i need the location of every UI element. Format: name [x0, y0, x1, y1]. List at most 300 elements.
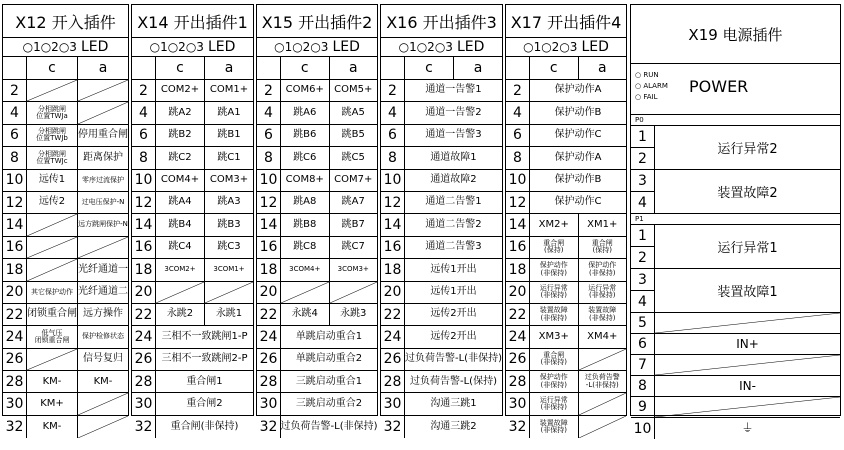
terminal-c: COM6+ — [281, 80, 330, 101]
terminal-number: 32 — [506, 416, 530, 438]
terminal-row — [3, 416, 128, 438]
terminal-a: 保护动作 (非保持) — [588, 261, 617, 277]
terminal-row — [506, 192, 626, 214]
terminal-row — [132, 170, 253, 192]
terminal-number: 4 — [381, 102, 405, 123]
terminal-a: 远方操作 — [83, 308, 123, 320]
terminal-number: 8 — [3, 147, 27, 168]
terminal-row — [257, 214, 377, 236]
terminal-row — [381, 326, 502, 348]
terminal-row — [381, 192, 502, 214]
terminal-number: 28 — [3, 371, 27, 392]
power-row — [631, 397, 840, 418]
terminal-row — [3, 282, 128, 304]
terminal-c — [27, 349, 78, 370]
terminal-row — [257, 170, 377, 192]
pin-number: 4 — [638, 194, 647, 211]
terminal-a: 过电压保护-N — [81, 197, 125, 206]
terminal-a — [78, 393, 128, 414]
terminal-number: 28 — [257, 371, 281, 392]
terminal-c: KM- — [27, 371, 78, 392]
terminal-row — [381, 282, 502, 304]
terminal-c: 分相跳闸 位置TWJc — [27, 147, 78, 168]
terminal-number: 16 — [132, 237, 156, 258]
power-block-4 — [631, 269, 840, 313]
header-c: c — [530, 57, 579, 79]
terminal-c: 分相跳闸 位置TWJb — [27, 125, 78, 146]
terminal-row — [3, 80, 128, 102]
terminal-number: 8 — [132, 147, 156, 168]
terminal-a: 跳B7 — [341, 218, 365, 230]
header-a: a — [473, 59, 483, 76]
terminal-a: 跳A5 — [341, 106, 365, 118]
terminal-a: 远方跳闸保护-N — [78, 220, 128, 229]
terminal-number: 8 — [506, 147, 530, 168]
terminal-c: 跳A4 — [156, 192, 205, 213]
terminal-row — [132, 259, 253, 281]
column-header — [132, 57, 253, 80]
terminal-a: KM- — [93, 375, 113, 387]
terminal-row — [381, 371, 502, 393]
terminal-row — [257, 371, 377, 393]
led-label: LED — [456, 39, 485, 55]
terminal-c: 跳B8 — [281, 214, 330, 235]
terminal-c: XM2+ — [530, 214, 579, 235]
terminal-row — [381, 80, 502, 102]
terminal-row — [257, 393, 377, 415]
terminal-c: 跳C8 — [281, 237, 330, 258]
header-a: a — [348, 59, 358, 76]
terminal-c: 保护动作 (非保持) — [530, 259, 579, 280]
terminal-row — [132, 80, 253, 102]
panel-title: X15 开出插件2 — [257, 5, 377, 38]
terminal-a: 跳B1 — [217, 129, 241, 141]
terminal-label: 重合闸2 — [186, 397, 223, 409]
terminal-row — [506, 80, 626, 102]
terminal-a — [579, 416, 627, 438]
terminal-a: XM1+ — [587, 218, 618, 230]
terminal-label: 三相不一致跳闸2-P — [161, 353, 248, 365]
terminal-row — [3, 393, 128, 415]
terminal-c: 装置故障 (非保持) — [530, 304, 579, 325]
power-row — [631, 376, 840, 397]
terminal-number: 30 — [3, 393, 27, 414]
panel-title: X16 开出插件3 — [381, 5, 502, 38]
terminal-a: 过负荷告警 -L(非保持) — [584, 373, 620, 389]
power-block-2 — [631, 170, 840, 214]
led-indicators: ○1○2○3 — [398, 40, 453, 54]
terminal-number: 18 — [381, 259, 405, 280]
terminal-row — [506, 282, 626, 304]
terminal-row — [381, 102, 502, 124]
terminal-number: 26 — [3, 349, 27, 370]
header-num-cell — [257, 57, 281, 79]
terminal-number: 24 — [506, 326, 530, 347]
led-label: LED — [80, 39, 109, 55]
terminal-number: 30 — [257, 393, 281, 414]
header-num-cell — [506, 57, 530, 79]
terminal-number: 2 — [506, 80, 530, 101]
terminal-a: 跳C5 — [341, 151, 365, 163]
power-pin-label: IN+ — [736, 336, 759, 351]
pin-number: 2 — [638, 150, 647, 167]
terminal-number: 22 — [3, 304, 27, 325]
terminal-number: 32 — [257, 416, 281, 438]
terminal-label: 保护动作A — [554, 151, 602, 163]
alarm-lamp: ○ ALARM — [635, 82, 668, 90]
terminal-number: 14 — [3, 214, 27, 235]
terminal-a: 3COM1+ — [213, 265, 245, 274]
terminal-c — [27, 80, 78, 101]
terminal-a: 跳B3 — [217, 218, 241, 230]
terminal-row — [381, 147, 502, 169]
terminal-c: 3COM2+ — [156, 259, 205, 280]
terminal-row — [257, 304, 377, 326]
terminal-label: 通道一告警1 — [425, 84, 482, 96]
power-label: POWER — [689, 77, 749, 96]
power-pin-number: 9 — [631, 397, 655, 417]
terminal-row — [257, 282, 377, 304]
terminal-panel-p16 — [380, 4, 503, 436]
terminal-row — [3, 237, 128, 259]
terminal-number: 26 — [257, 349, 281, 370]
led-label: LED — [207, 39, 236, 55]
power-pin-label: IN- — [739, 378, 756, 393]
terminal-c — [156, 282, 205, 303]
terminal-row — [381, 416, 502, 438]
terminal-a: 永跳1 — [215, 308, 243, 320]
terminal-row — [3, 349, 128, 371]
terminal-number: 28 — [506, 371, 530, 392]
terminal-label: 通道一告警2 — [425, 106, 482, 118]
terminal-a: COM3+ — [209, 174, 249, 185]
terminal-c: 跳C2 — [156, 147, 205, 168]
terminal-a — [78, 237, 128, 258]
terminal-row — [506, 371, 626, 393]
terminal-row — [506, 237, 626, 259]
terminal-row — [506, 259, 626, 281]
terminal-a: 保护检修状态 — [82, 332, 124, 341]
terminal-number: 22 — [257, 304, 281, 325]
terminal-number: 24 — [3, 326, 27, 347]
terminal-row — [132, 304, 253, 326]
terminal-a: 永跳3 — [340, 308, 367, 320]
terminal-c: 远传2 — [27, 192, 78, 213]
terminal-number: 26 — [381, 349, 405, 370]
terminal-c: 其它保护动作 — [27, 282, 78, 303]
terminal-c — [27, 259, 78, 280]
terminal-panel-p15 — [256, 4, 378, 436]
terminal-row — [132, 326, 253, 348]
terminal-row — [132, 282, 253, 304]
terminal-row — [381, 170, 502, 192]
terminal-row — [381, 304, 502, 326]
terminal-a: 光纤通道一 — [78, 263, 128, 275]
p1-label: P1 — [631, 214, 840, 225]
terminal-number: 4 — [506, 102, 530, 123]
terminal-row — [257, 102, 377, 124]
terminal-row — [506, 102, 626, 124]
power-pin-number: 6 — [631, 334, 655, 354]
power-pin-number: 10 — [631, 418, 655, 439]
header-a: a — [224, 59, 234, 76]
led-label: LED — [581, 39, 609, 55]
terminal-a: 跳C1 — [217, 151, 241, 163]
power-pin-label — [655, 397, 840, 417]
power-pin-number: 5 — [631, 313, 655, 333]
terminal-row — [257, 125, 377, 147]
terminal-number: 6 — [381, 125, 405, 146]
terminal-row — [132, 237, 253, 259]
terminal-number: 18 — [506, 259, 530, 280]
terminal-row — [381, 214, 502, 236]
terminal-c: KM- — [27, 416, 78, 438]
power-pin-label — [655, 355, 840, 375]
pin-number: 1 — [631, 126, 654, 148]
pin-number: 1 — [631, 225, 654, 247]
terminal-label: 通道一告警3 — [425, 129, 482, 141]
header-a: a — [597, 59, 607, 76]
terminal-label: 单跳启动重合2 — [295, 353, 363, 365]
terminal-a: 距离保护 — [83, 151, 123, 163]
terminal-number: 8 — [257, 147, 281, 168]
terminal-c: 闭锁重合闸 — [27, 304, 78, 325]
terminal-label: 单跳启动重合1 — [295, 330, 363, 342]
power-row — [631, 355, 840, 376]
terminal-row — [257, 80, 377, 102]
terminal-number: 6 — [506, 125, 530, 146]
terminal-row — [381, 237, 502, 259]
terminal-number: 22 — [381, 304, 405, 325]
indicator-lamps — [635, 70, 668, 103]
terminal-label: 通道二告警3 — [425, 241, 482, 253]
terminal-c: 分相跳闸 位置TWJa — [27, 102, 78, 123]
terminal-a: 光纤通道二 — [78, 285, 128, 297]
terminal-row — [132, 214, 253, 236]
power-block-label: 装置故障2 — [717, 186, 778, 201]
terminal-number: 24 — [257, 326, 281, 347]
terminal-label: 三跳启动重合1 — [295, 375, 363, 387]
terminal-number: 28 — [381, 371, 405, 392]
terminal-c: 跳A2 — [156, 102, 205, 123]
terminal-number: 12 — [257, 192, 281, 213]
terminal-number: 16 — [381, 237, 405, 258]
terminal-number: 2 — [3, 80, 27, 101]
pin-number: 3 — [631, 269, 654, 291]
terminal-c: 远传1 — [27, 170, 78, 191]
terminal-a: 跳B5 — [341, 129, 365, 141]
header-c: c — [281, 57, 330, 79]
terminal-row — [506, 393, 626, 415]
terminal-c: 运行异常 (非保持) — [530, 282, 579, 303]
terminal-label: 重合闸(非保持) — [170, 420, 239, 432]
column-header — [3, 57, 128, 80]
terminal-number: 16 — [506, 237, 530, 258]
panel-title: X12 开入插件 — [3, 5, 128, 38]
terminal-c: 跳B4 — [156, 214, 205, 235]
terminal-number: 4 — [132, 102, 156, 123]
terminal-number: 14 — [132, 214, 156, 235]
terminal-number: 32 — [132, 416, 156, 438]
terminal-label: 保护动作B — [554, 174, 602, 185]
terminal-number: 28 — [132, 371, 156, 392]
terminal-c: 运行异常 (非保持) — [530, 393, 579, 414]
terminal-c — [27, 237, 78, 258]
terminal-label: 保护动作C — [554, 129, 602, 141]
terminal-number: 30 — [506, 393, 530, 414]
terminal-row — [132, 371, 253, 393]
terminal-row — [132, 349, 253, 371]
terminal-a: COM1+ — [209, 84, 249, 96]
terminal-c: COM8+ — [281, 170, 330, 191]
terminal-number: 24 — [132, 326, 156, 347]
terminal-label: 沟通三跳1 — [430, 397, 477, 409]
terminal-row — [3, 170, 128, 192]
terminal-label: 过负荷告警-L(非保持) — [281, 420, 377, 432]
terminal-row — [3, 102, 128, 124]
header-c: c — [27, 57, 78, 79]
led-row — [3, 38, 128, 57]
terminal-a: COM5+ — [334, 84, 373, 96]
terminal-a — [205, 282, 253, 303]
terminal-panel-p14 — [131, 4, 254, 436]
led-row — [381, 38, 502, 57]
terminal-number: 18 — [3, 259, 27, 280]
terminal-number: 8 — [381, 147, 405, 168]
terminal-c: 保护动作 (非保持) — [530, 371, 579, 392]
terminal-number: 14 — [506, 214, 530, 235]
terminal-a: 跳C7 — [341, 241, 365, 253]
terminal-number: 20 — [257, 282, 281, 303]
terminal-c: 重合闸 (保持) — [530, 237, 579, 258]
pin-number: 3 — [631, 170, 654, 192]
terminal-a — [579, 349, 627, 370]
power-row — [631, 334, 840, 355]
terminal-c: 永跳4 — [281, 304, 330, 325]
terminal-a: 零序过流保护 — [82, 175, 124, 184]
terminal-a — [579, 393, 627, 414]
terminal-row — [506, 125, 626, 147]
power-title: X19 电源插件 — [631, 5, 840, 64]
power-block-label: 装置故障1 — [717, 285, 778, 300]
terminal-number: 18 — [132, 259, 156, 280]
header-a: a — [98, 59, 108, 76]
terminal-row — [3, 125, 128, 147]
header-num-cell — [381, 57, 405, 79]
terminal-number: 6 — [257, 125, 281, 146]
terminal-c: 跳B2 — [156, 125, 205, 146]
power-block-3 — [631, 225, 840, 269]
terminal-label: 沟通三跳2 — [430, 420, 477, 432]
column-header — [381, 57, 502, 80]
column-header — [257, 57, 377, 80]
terminal-number: 4 — [257, 102, 281, 123]
terminal-a: 跳C3 — [217, 241, 241, 253]
terminal-c: 跳B6 — [281, 125, 330, 146]
terminal-row — [257, 259, 377, 281]
terminal-row — [257, 416, 377, 438]
terminal-c: 3COM4+ — [281, 259, 330, 280]
terminal-number: 22 — [506, 304, 530, 325]
terminal-c: COM4+ — [156, 170, 205, 191]
terminal-number: 2 — [257, 80, 281, 101]
led-indicators: ○1○2○3 — [22, 40, 77, 54]
terminal-c: 跳C6 — [281, 147, 330, 168]
terminal-panel-p17 — [505, 4, 627, 436]
terminal-row — [381, 125, 502, 147]
terminal-row — [132, 393, 253, 415]
terminal-number: 2 — [381, 80, 405, 101]
terminal-number: 16 — [257, 237, 281, 258]
terminal-row — [3, 147, 128, 169]
power-block-1 — [631, 126, 840, 170]
terminal-c: 跳A8 — [281, 192, 330, 213]
terminal-number: 22 — [132, 304, 156, 325]
terminal-row — [257, 349, 377, 371]
terminal-panel-p12 — [2, 4, 129, 436]
terminal-a — [330, 282, 378, 303]
terminal-c: 永跳2 — [156, 304, 205, 325]
terminal-label: 通道二告警1 — [425, 196, 482, 208]
column-header — [506, 57, 626, 80]
led-row — [132, 38, 253, 57]
terminal-label: 三相不一致跳闸1-P — [161, 330, 248, 342]
terminal-label: 通道二告警2 — [425, 218, 482, 230]
power-pin-number: 7 — [631, 355, 655, 375]
terminal-a: 信号复归 — [83, 353, 123, 365]
terminal-c: XM3+ — [530, 326, 579, 347]
panel-title: X17 开出插件4 — [506, 5, 626, 38]
terminal-number: 20 — [381, 282, 405, 303]
terminal-row — [3, 259, 128, 281]
power-plugin-panel — [630, 4, 841, 437]
terminal-a: 跳A1 — [217, 106, 241, 118]
terminal-row — [257, 147, 377, 169]
led-indicators: ○1○2○3 — [149, 40, 204, 54]
terminal-c: 装置故障 (非保持) — [530, 416, 579, 438]
terminal-label: 远传1开出 — [430, 285, 477, 297]
terminal-number: 10 — [506, 170, 530, 191]
terminal-number: 6 — [3, 125, 27, 146]
terminal-a: 重合闸 (保持) — [591, 239, 613, 255]
panel-title: X14 开出插件1 — [132, 5, 253, 38]
terminal-row — [257, 326, 377, 348]
terminal-label: 过负荷告警-L(保持) — [410, 375, 497, 387]
terminal-label: 过负荷告警-L(非保持) — [405, 353, 502, 365]
power-pin-label — [655, 313, 840, 333]
terminal-row — [132, 192, 253, 214]
terminal-row — [3, 304, 128, 326]
terminal-row — [3, 371, 128, 393]
terminal-number: 32 — [3, 416, 27, 438]
terminal-a: 跳A7 — [341, 196, 365, 208]
terminal-a — [78, 80, 128, 101]
terminal-number: 12 — [3, 192, 27, 213]
led-row — [506, 38, 626, 57]
p0-label: P0 — [631, 115, 840, 126]
terminal-number: 32 — [381, 416, 405, 438]
terminal-row — [506, 416, 626, 438]
terminal-number: 26 — [132, 349, 156, 370]
terminal-number: 18 — [257, 259, 281, 280]
terminal-row — [132, 125, 253, 147]
terminal-row — [506, 214, 626, 236]
led-label: LED — [332, 39, 360, 55]
terminal-row — [381, 393, 502, 415]
terminal-label: 保护动作A — [554, 84, 602, 96]
terminal-number: 20 — [132, 282, 156, 303]
terminal-number: 10 — [3, 170, 27, 191]
